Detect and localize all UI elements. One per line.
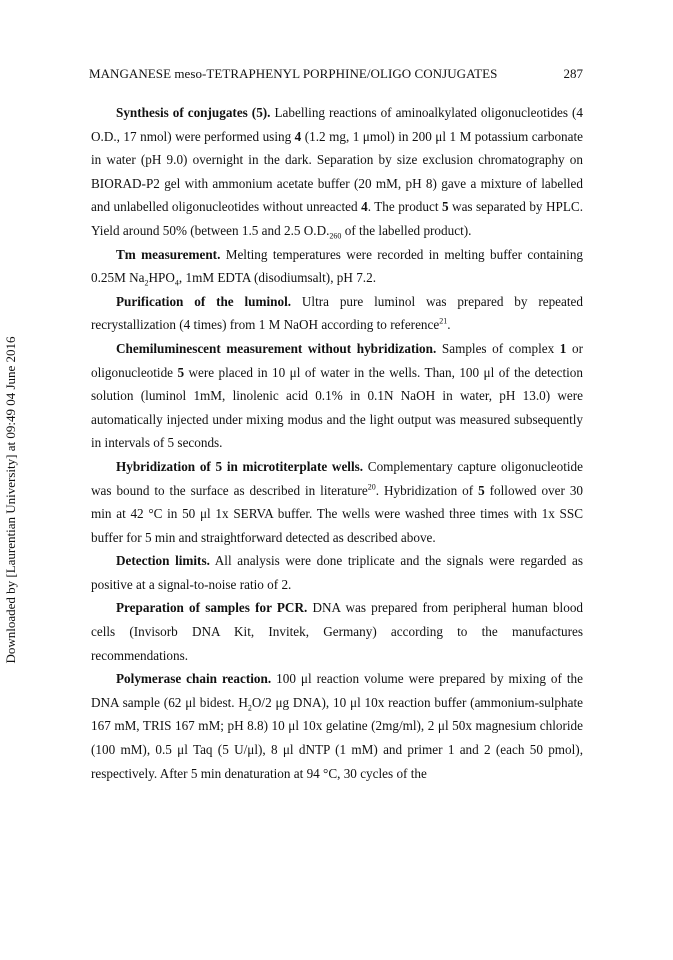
paragraph-heading: Chemiluminescent measurement without hybridization.: [116, 340, 437, 356]
paragraph: [91, 290, 583, 337]
text-run: followed over 30 min at 42 °C in 50 μl 1x SERVA buffer. The wells were washed three times with 1x SSC buffer for 5 min and straightforward detected as described above.: [91, 482, 584, 545]
text-run: , 1mM EDTA (disodiumsalt), pH 7.2.: [178, 270, 376, 286]
subscript: 2: [247, 703, 252, 713]
paragraph: [91, 667, 583, 785]
paragraph: [91, 596, 583, 667]
text-run: . Hybridization of: [375, 482, 479, 498]
compound-number: 5: [441, 199, 449, 215]
text-run: Labelling reactions of aminoalkylated oligonucleotides (4 O.D., 17 nmol) were performed using: [91, 105, 583, 144]
compound-number: 5: [478, 482, 485, 498]
compound-number: 4: [294, 128, 302, 144]
paragraph: [91, 549, 583, 596]
subscript: 2: [144, 278, 149, 288]
subscript: 4: [174, 278, 179, 288]
download-note: Downloaded by [Laurentian University] at 09:49 04 June 2016: [3, 336, 18, 664]
text-run: was separated by HPLC. Yield around 50% (between 1.5 and 2.5 O.D.: [91, 199, 583, 238]
text-run: Ultra pure luminol was prepared by repeated recrystallization (4 times) from 1 M NaOH according to reference: [91, 293, 583, 333]
running-title: MANGANESE meso-TETRAPHENYL PORPHINE/OLIGO CONJUGATES: [89, 66, 498, 81]
subscript: 260: [329, 231, 342, 241]
text-run: .: [447, 317, 451, 333]
page-number: 287: [563, 66, 583, 81]
paragraph-heading: Tm measurement.: [116, 246, 221, 262]
text-run: O/2 μg DNA), 10 μl 10x reaction buffer (ammonium-sulphate 167 mM, TRIS 167 mM; pH 8.8) 10 μl 10x gelatine (2mg/ml), 2 μl 50x magnesium chloride (100 mM), 0.5 μl Taq (5 U/μl), 8 μl dNTP (1 mM) and primer 1 and 2 (each 50 pmol), respectively. After 5 min denaturation at 94 °C, 30 cycles of the: [91, 694, 583, 781]
text-run: or oligonucleotide: [91, 340, 583, 380]
paragraph-heading: Polymerase chain reaction.: [116, 671, 272, 687]
paragraph-heading: Synthesis of conjugates (5).: [116, 105, 271, 120]
text-run: HPO: [148, 270, 175, 286]
paragraph: [91, 455, 583, 549]
text-run: DNA was prepared from peripheral human blood cells (Invisorb DNA Kit, Invitek, Germany) according to the manufactures recommendations.: [91, 600, 584, 663]
text-run: Complementary capture oligonucleotide was bound to the surface as described in literature: [91, 458, 583, 498]
compound-number: 5: [177, 364, 185, 380]
paragraph-heading: Hybridization of 5 in microtiterplate wells.: [116, 458, 364, 474]
article-body: [91, 101, 583, 785]
text-run: Samples of complex: [436, 340, 560, 356]
text-run: (1.2 mg, 1 μmol) in 200 μl 1 M potassium carbonate in water (pH 9.0) overnight in the dark. Separation by size exclusion chromatography on BIORAD-P2 gel with ammonium acetate buffer (20 mM, pH 8) gave a mixture of labelled and unlabelled oligonucleotides without unreacted: [91, 128, 583, 215]
compound-number: 4: [361, 199, 368, 215]
compound-number: 1: [559, 340, 567, 356]
paragraph: [91, 337, 583, 455]
text-run: of the labelled product).: [341, 222, 472, 238]
text-run: . The product: [367, 199, 442, 215]
superscript: 20: [367, 482, 376, 492]
paragraph: [91, 101, 583, 243]
paragraph: [91, 243, 583, 290]
text-run: 100 μl reaction volume were prepared by mixing of the DNA sample (62 μl bidest. H: [91, 671, 583, 710]
superscript: 21: [439, 316, 448, 326]
text-run: Melting temperatures were recorded in melting buffer containing 0.25M Na: [91, 246, 584, 286]
text-run: were placed in 10 μl of water in the wells. Than, 100 μl of the detection solution (luminol 1mM, linolenic acid 0.1% in 0.1N NaOH in water, pH 13.0) were automatically injected under mixing modus and the light output was measured subsequently in intervals of 5 seconds.: [91, 364, 583, 451]
paragraph-heading: Detection limits.: [116, 553, 210, 569]
paragraph-heading: Preparation of samples for PCR.: [116, 600, 308, 616]
paragraph-heading: Purification of the luminol.: [116, 293, 292, 309]
text-run: All analysis were done triplicate and the signals were regarded as positive at a signal-to-noise ratio of 2.: [91, 553, 583, 592]
